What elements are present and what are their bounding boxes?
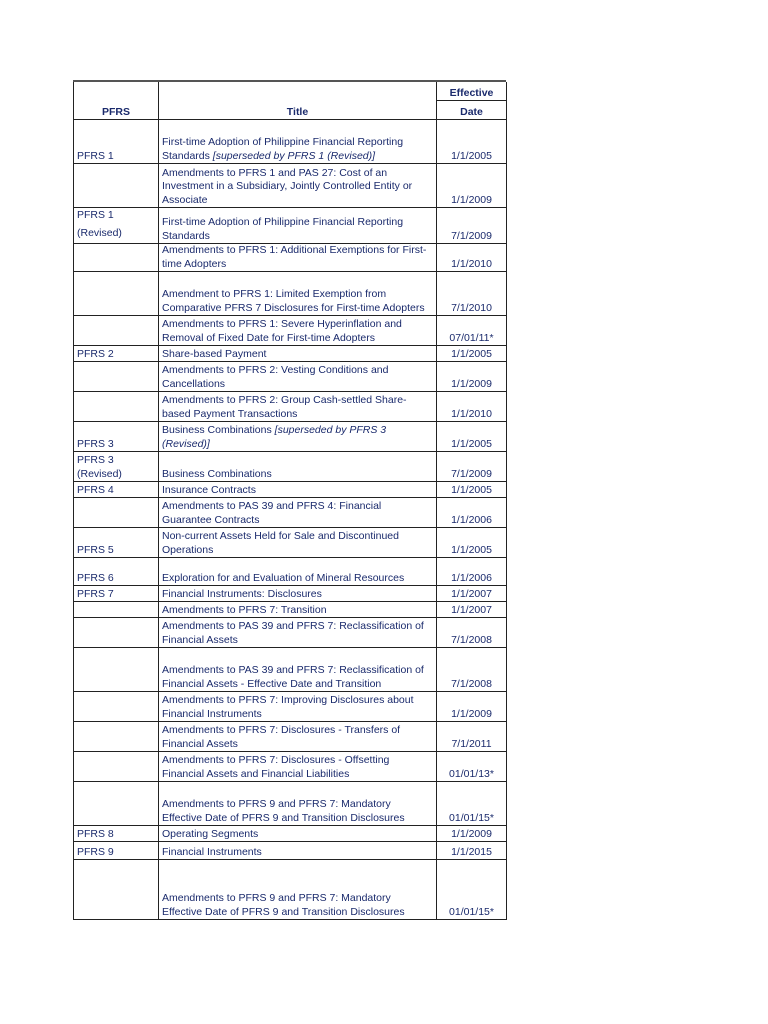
cell-effective-date: 1/1/2009 — [437, 164, 507, 208]
cell-title — [159, 208, 437, 244]
cell-effective-date: 1/1/2007 — [437, 586, 507, 602]
header-title: Title — [159, 82, 437, 120]
cell-standard — [74, 362, 159, 392]
standard-code: PFRS 3 — [77, 437, 114, 450]
standard-title: First-time Adoption of Philippine Financial Reporting Standards — [162, 136, 404, 162]
cell-effective-date: 1/1/2009 — [437, 692, 507, 722]
table-row — [74, 244, 507, 272]
table-row — [74, 164, 507, 208]
table-row — [74, 120, 507, 164]
cell-title — [159, 392, 437, 422]
table-row — [74, 452, 507, 482]
standard-code: PFRS 1 — [77, 149, 114, 162]
standard-code: PFRS 9 — [77, 845, 114, 858]
cell-standard — [74, 482, 159, 498]
cell-title — [159, 498, 437, 528]
cell-standard — [74, 498, 159, 528]
table-row — [74, 362, 507, 392]
cell-title — [159, 842, 437, 860]
standard-title: First-time Adoption of Philippine Financial Reporting Standards — [162, 216, 404, 242]
cell-standard — [74, 722, 159, 752]
cell-standard — [74, 452, 159, 482]
cell-effective-date: 1/1/2005 — [437, 120, 507, 164]
cell-standard — [74, 602, 159, 618]
cell-title — [159, 558, 437, 586]
cell-title — [159, 826, 437, 842]
standard-title: Share-based Payment — [162, 347, 267, 360]
cell-title — [159, 692, 437, 722]
table-row — [74, 860, 507, 920]
table-row — [74, 346, 507, 362]
cell-title — [159, 120, 437, 164]
cell-effective-date: 1/1/2006 — [437, 558, 507, 586]
cell-standard — [74, 120, 159, 164]
standard-title: Amendments to PFRS 7: Disclosures - Offsetting Financial Assets and Financial Liabilities — [162, 754, 390, 780]
cell-effective-date: 1/1/2009 — [437, 362, 507, 392]
standard-code: PFRS 8 — [77, 827, 114, 840]
standard-title: Amendments to PFRS 1: Severe Hyperinflation and Removal of Fixed Date for First-time Adopters — [162, 318, 402, 344]
cell-effective-date: 01/01/15* — [437, 782, 507, 826]
standard-title: Exploration for and Evaluation of Mineral Resources — [162, 571, 405, 584]
header-date: Date — [437, 101, 507, 120]
table-row — [74, 498, 507, 528]
table-row — [74, 558, 507, 586]
cell-effective-date: 1/1/2010 — [437, 244, 507, 272]
cell-effective-date: 7/1/2009 — [437, 452, 507, 482]
cell-standard — [74, 272, 159, 316]
standard-title: Financial Instruments: Disclosures — [162, 587, 322, 600]
cell-effective-date: 1/1/2005 — [437, 528, 507, 558]
superseded-note: [superseded by PFRS 3 (Revised)] — [162, 424, 387, 450]
standard-title: Business Combinations — [162, 424, 272, 436]
table-row — [74, 528, 507, 558]
table-row — [74, 692, 507, 722]
standard-title: Insurance Contracts — [162, 483, 256, 496]
standard-title: Amendments to PFRS 1: Additional Exemptions for First-time Adopters — [162, 244, 427, 270]
table-row — [74, 618, 507, 648]
cell-title — [159, 618, 437, 648]
cell-standard — [74, 528, 159, 558]
standard-title: Amendments to PFRS 7: Transition — [162, 603, 327, 616]
cell-effective-date: 7/1/2008 — [437, 648, 507, 692]
cell-title — [159, 346, 437, 362]
table-row — [74, 752, 507, 782]
table-row — [74, 482, 507, 498]
cell-effective-date: 7/1/2010 — [437, 272, 507, 316]
standard-title: Amendments to PFRS 9 and PFRS 7: Mandatory Effective Date of PFRS 9 and Transition Disclosures — [162, 892, 405, 918]
cell-standard — [74, 782, 159, 826]
cell-standard — [74, 164, 159, 208]
cell-standard — [74, 692, 159, 722]
cell-standard — [74, 244, 159, 272]
cell-title — [159, 602, 437, 618]
cell-standard — [74, 842, 159, 860]
cell-standard — [74, 346, 159, 362]
standard-title: Business Combinations — [162, 467, 272, 480]
standard-title: Operating Segments — [162, 827, 259, 840]
cell-title — [159, 528, 437, 558]
cell-effective-date: 1/1/2015 — [437, 842, 507, 860]
standard-code: PFRS 4 — [77, 483, 114, 496]
cell-effective-date: 07/01/11* — [437, 316, 507, 346]
cell-title — [159, 648, 437, 692]
standard-code: PFRS 1 — [77, 209, 114, 221]
cell-standard — [74, 752, 159, 782]
cell-title — [159, 782, 437, 826]
table-row — [74, 422, 507, 452]
cell-standard — [74, 316, 159, 346]
table-row — [74, 392, 507, 422]
cell-effective-date: 1/1/2010 — [437, 392, 507, 422]
cell-standard — [74, 648, 159, 692]
cell-standard — [74, 586, 159, 602]
cell-standard — [74, 208, 159, 244]
cell-title — [159, 586, 437, 602]
standard-code: PFRS 7 — [77, 587, 114, 600]
cell-title — [159, 482, 437, 498]
cell-effective-date: 7/1/2009 — [437, 208, 507, 244]
standard-title: Amendments to PFRS 2: Group Cash-settled Share-based Payment Transactions — [162, 394, 407, 420]
cell-title — [159, 244, 437, 272]
cell-title — [159, 316, 437, 346]
standard-revision: (Revised) — [77, 226, 122, 239]
table-row — [74, 722, 507, 752]
header-pfrs: PFRS — [74, 82, 159, 120]
table-row — [74, 316, 507, 346]
standard-title: Amendments to PFRS 9 and PFRS 7: Mandatory Effective Date of PFRS 9 and Transition Disclosures — [162, 798, 405, 824]
cell-title — [159, 752, 437, 782]
table-row — [74, 842, 507, 860]
cell-standard — [74, 392, 159, 422]
cell-effective-date: 1/1/2009 — [437, 826, 507, 842]
standard-title: Amendments to PFRS 1 and PAS 27: Cost of an Investment in a Subsidiary, Jointly Controlled Entity or Associate — [162, 166, 413, 206]
standard-code: PFRS 3 — [77, 454, 114, 466]
standard-title: Non-current Assets Held for Sale and Discontinued Operations — [162, 530, 399, 556]
cell-standard — [74, 558, 159, 586]
cell-effective-date: 1/1/2005 — [437, 422, 507, 452]
standard-title: Amendments to PAS 39 and PFRS 7: Reclassification of Financial Assets - Effective Date and Transition — [162, 664, 424, 690]
header-effective: Effective — [437, 82, 507, 101]
cell-title — [159, 272, 437, 316]
cell-effective-date: 1/1/2005 — [437, 482, 507, 498]
standard-revision: (Revised) — [77, 467, 122, 480]
standard-code: PFRS 6 — [77, 571, 114, 584]
table-row — [74, 208, 507, 244]
standard-title: Amendments to PFRS 7: Improving Disclosures about Financial Instruments — [162, 694, 414, 720]
header-row — [74, 82, 507, 101]
table-row — [74, 826, 507, 842]
cell-effective-date: 01/01/15* — [437, 860, 507, 920]
cell-effective-date: 7/1/2011 — [437, 722, 507, 752]
table-row — [74, 602, 507, 618]
cell-title — [159, 422, 437, 452]
table-row — [74, 648, 507, 692]
cell-title — [159, 722, 437, 752]
cell-effective-date: 1/1/2005 — [437, 346, 507, 362]
cell-title — [159, 452, 437, 482]
cell-standard — [74, 422, 159, 452]
standard-title: Amendments to PFRS 7: Disclosures - Transfers of Financial Assets — [162, 724, 401, 750]
standard-title: Amendments to PAS 39 and PFRS 4: Financial Guarantee Contracts — [162, 500, 382, 526]
cell-standard — [74, 826, 159, 842]
pfrs-standards-table — [73, 82, 507, 920]
standard-title: Financial Instruments — [162, 845, 262, 858]
table-row — [74, 272, 507, 316]
standard-code: PFRS 2 — [77, 347, 114, 360]
cell-effective-date: 1/1/2006 — [437, 498, 507, 528]
pfrs-standards-sheet — [73, 80, 506, 920]
table-row — [74, 586, 507, 602]
cell-title — [159, 164, 437, 208]
cell-title — [159, 362, 437, 392]
standard-title: Amendment to PFRS 1: Limited Exemption from Comparative PFRS 7 Disclosures for First-time Adopters — [162, 288, 425, 314]
cell-effective-date: 1/1/2007 — [437, 602, 507, 618]
cell-effective-date: 7/1/2008 — [437, 618, 507, 648]
cell-effective-date: 01/01/13* — [437, 752, 507, 782]
cell-standard — [74, 860, 159, 920]
standard-title: Amendments to PAS 39 and PFRS 7: Reclassification of Financial Assets — [162, 620, 424, 646]
standard-title: Amendments to PFRS 2: Vesting Conditions and Cancellations — [162, 364, 389, 390]
standard-code: PFRS 5 — [77, 543, 114, 556]
table-row — [74, 782, 507, 826]
cell-standard — [74, 618, 159, 648]
superseded-note: [superseded by PFRS 1 (Revised)] — [212, 149, 376, 162]
cell-title — [159, 860, 437, 920]
